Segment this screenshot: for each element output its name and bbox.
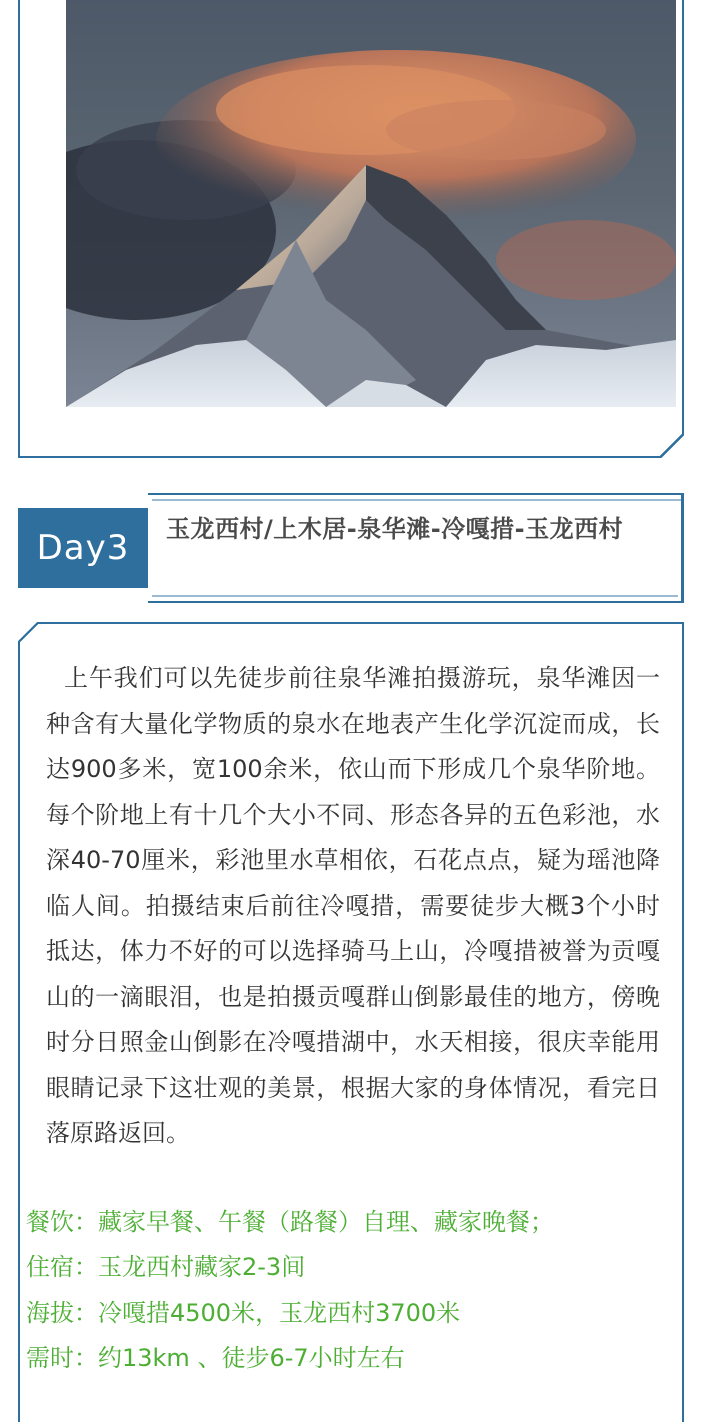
- meals-info: 餐饮：藏家早餐、午餐（路餐）自理、藏家晚餐；: [26, 1208, 554, 1236]
- frame-line-bottom: [148, 601, 684, 603]
- lodging-info: 住宿：玉龙西村藏家2-3间: [26, 1253, 306, 1281]
- itinerary-description: 上午我们可以先徒步前往泉华滩拍摄游玩，泉华滩因一种含有大量化学物质的泉水在地表产生化学沉淀而成，长达900多米，宽100余米，依山而下形成几个泉华阶地。每个阶地上有十几个大小不同、形态各异的五色彩池，水深40-70厘米，彩池里水草相依，石花点点，疑为瑶池降临人间。拍摄结束后前往冷嘎措，需要徒步大概3个小时抵达，体力不好的可以选择骑马上山，冷嘎措被誉为贡嘎山的一滴眼泪，也是拍摄贡嘎群山倒影最佳的地方，傍晚时分日照金山倒影在冷嘎措湖中，水天相接，很庆幸能用眼睛记录下这壮观的美景，根据大家的身体情况，看完日落原路返回。: [46, 664, 660, 1147]
- day-title-frame: [148, 493, 684, 603]
- day-badge: Day3: [18, 508, 148, 588]
- day-title: 玉龙西村/上木居-泉华滩-冷嘎措-玉龙西村: [166, 515, 624, 543]
- duration-info: 需时：约13km 、徒步6-7小时左右: [26, 1344, 405, 1372]
- mountain-illustration: [66, 0, 676, 407]
- altitude-info: 海拔：冷嘎措4500米，玉龙西村3700米: [26, 1299, 461, 1327]
- frame-line-top-inner: [152, 499, 684, 501]
- frame-line-top: [148, 493, 684, 495]
- mountain-photo: [66, 0, 676, 407]
- frame-line-bottom-inner: [152, 595, 678, 597]
- photo-card: [18, 0, 684, 458]
- frame-line-right: [681, 493, 684, 603]
